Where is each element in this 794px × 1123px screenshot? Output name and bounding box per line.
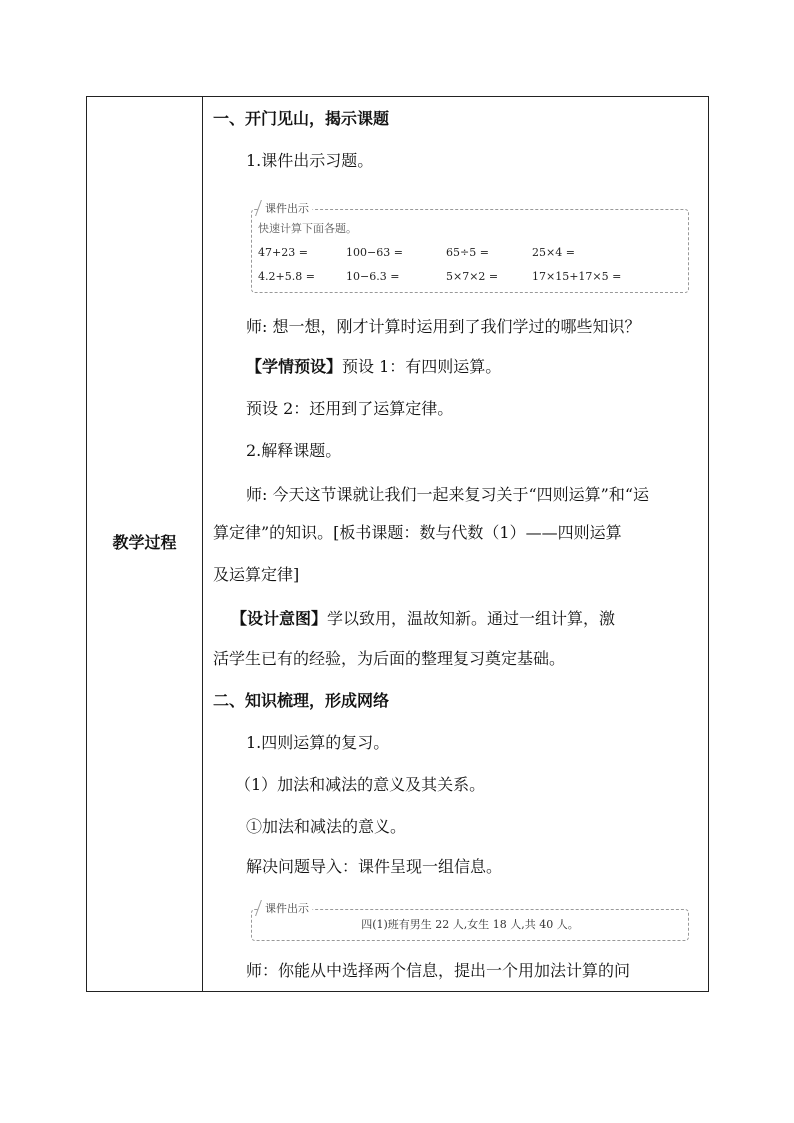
paragraph: 1.四则运算的复习。 [246, 733, 390, 752]
exercise: 5×7×2 = [446, 270, 499, 283]
lesson-table [86, 96, 709, 992]
section-title-1: 一、开门见山，揭示课题 [213, 109, 390, 128]
section-title-2: 二、知识梳理，形成网络 [213, 691, 390, 710]
exercise: 17×15+17×5 = [532, 270, 622, 283]
paragraph: ①加法和减法的意义。 [246, 817, 407, 836]
paragraph: 师: 今天这节课就让我们一起来复习关于“四则运算”和“运 [246, 485, 650, 504]
paragraph: 2.解释课题。 [246, 441, 342, 460]
courseware-box-info [251, 902, 689, 941]
paragraph: 及运算定律] [213, 565, 300, 584]
exercise: 10−6.3 = [346, 270, 400, 283]
exercise: 100−63 = [346, 246, 403, 259]
paragraph: 【设计意图】学以致用，温故知新。通过一组计算，激 [231, 609, 616, 628]
paragraph: 预设 2：还用到了运算定律。 [246, 399, 454, 418]
exercise: 47+23 = [258, 246, 308, 259]
exercise: 25×4 = [532, 246, 575, 259]
paragraph: 师：你能从中选择两个信息，提出一个用加法计算的问 [246, 961, 631, 980]
paragraph: 活学生已有的经验，为后面的整理复习奠定基础。 [213, 649, 566, 668]
row-label: 教学过程 [112, 533, 177, 552]
courseware-tag: 课件出示 [255, 900, 316, 916]
paragraph: 【学情预设】预设 1：有四则运算。 [246, 357, 502, 376]
tag-label: 【设计意图】 [231, 609, 328, 628]
exercise-instruction: 快速计算下面各题。 [258, 222, 357, 235]
content-cell [203, 97, 709, 991]
paragraph: （1）加法和减法的意义及其关系。 [235, 775, 486, 794]
courseware-box-exercises [251, 202, 689, 293]
paragraph: 算定律”的知识。[板书课题：数与代数（1）——四则运算 [213, 523, 622, 542]
exercise: 4.2+5.8 = [258, 270, 315, 283]
exercise: 65÷5 = [446, 246, 489, 259]
tag-label: 【学情预设】 [246, 357, 343, 376]
courseware-tag: 课件出示 [255, 200, 316, 216]
paragraph: 1.课件出示习题。 [246, 151, 374, 170]
paragraph: 解决问题导入：课件呈现一组信息。 [246, 857, 503, 876]
info-text: 四(1)班有男生 22 人,女生 18 人,共 40 人。 [361, 918, 579, 931]
paragraph: 师: 想一想，刚才计算时运用到了我们学过的哪些知识？ [246, 317, 641, 336]
